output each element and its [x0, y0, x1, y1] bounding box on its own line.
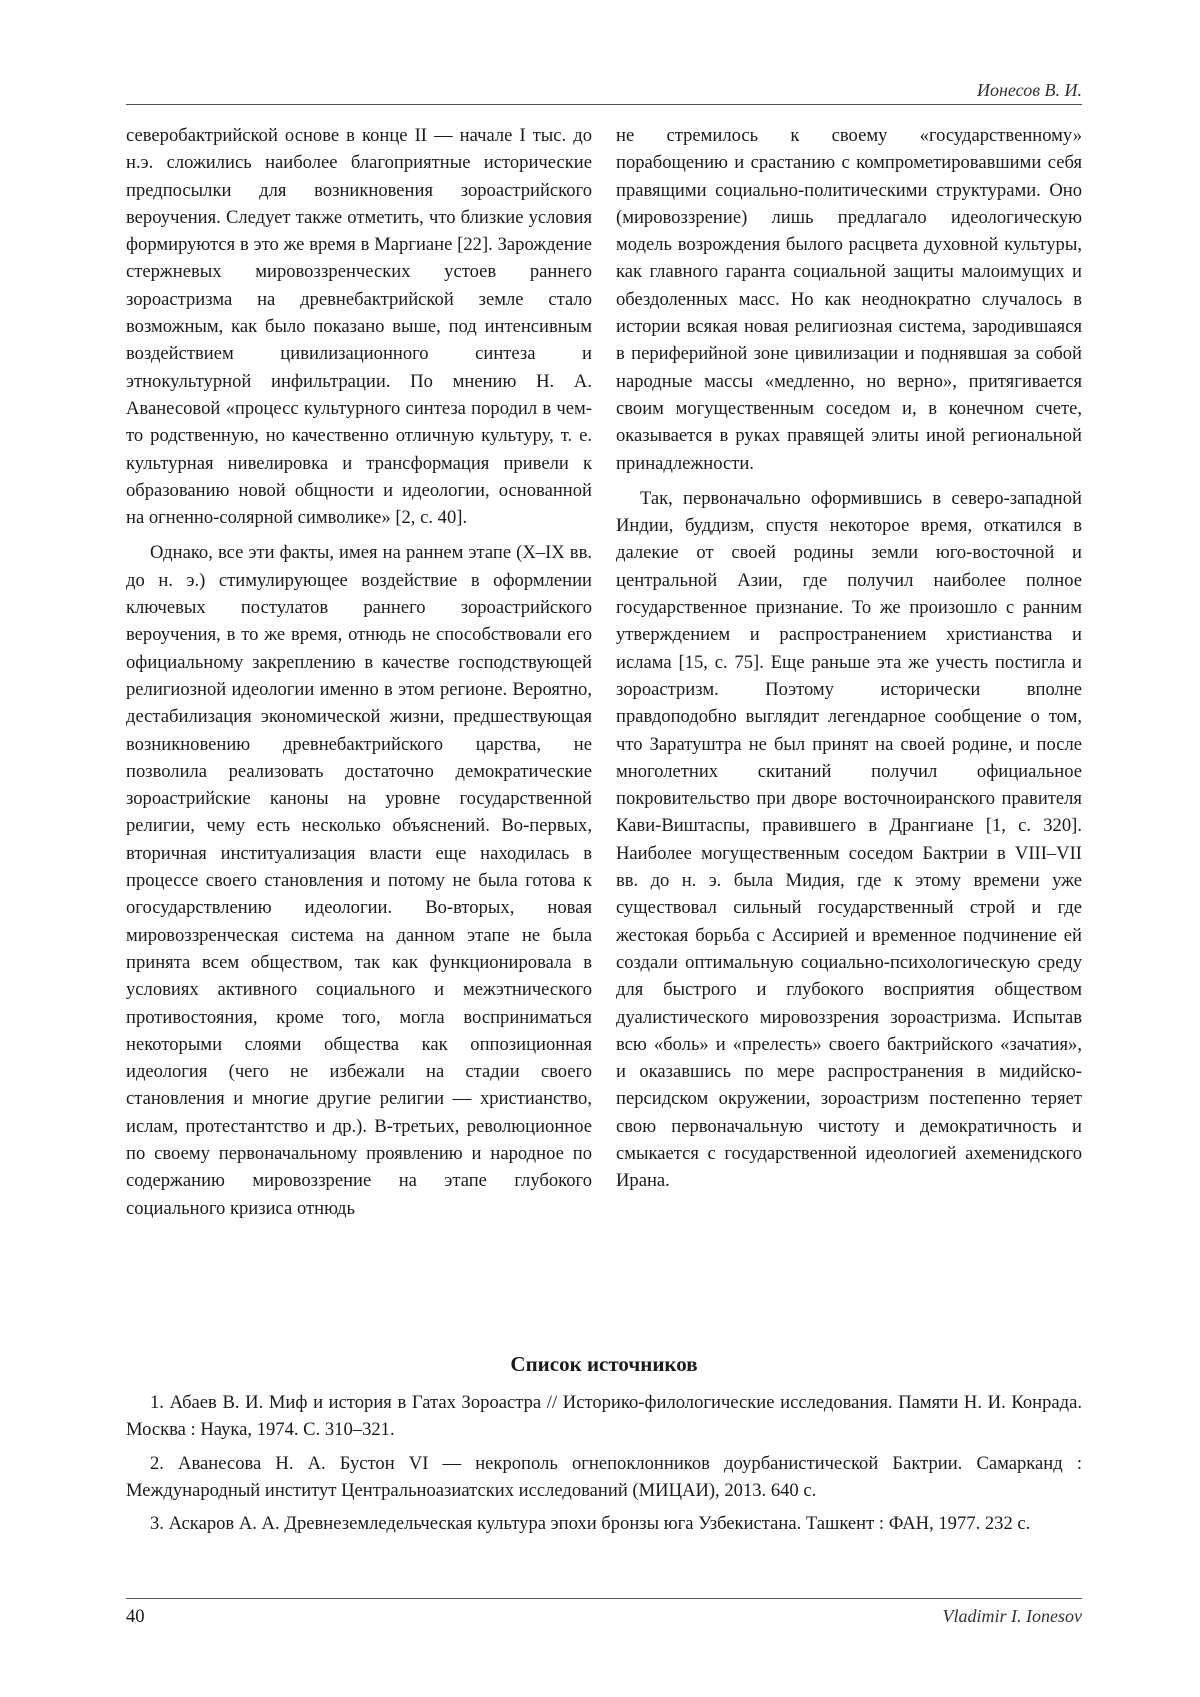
paragraph: Так, первоначально оформившись в северо-западной Индии, буддизм, спустя некоторое время, откатился в далекие от своей родины земли юго-восточной и центральной Азии, где получил наиболее полное государственное признание. То же произошло с ранним утверждением и распространением христианства и ислама [15, с. 75]. Еще раньше эта же учесть постигла и зороастризм. Поэтому исторически вполне правдоподобно выглядит легендарное сообщение о том, что Заратуштра не был принят на своей родине, и после многолетних скитаний получил официальное покровительство при дворе восточноиранского правителя Кави-Виштаспы, правившего в Дрангиане [1, с. 320]. Наиболее могущественным соседом Бактрии в VIII–VII вв. до н. э. была Мидия, где к этому времени уже существовал сильный государственный строй и где жестокая борьба с Ассирией и временное подчинение ей создали оптимальную социально-психологическую среду для быстрого и глубокого восприятия обществом дуалистического мировоззрения зороастризма. Испытав всю «боль» и «прелесть» своего бактрийского «зачатия», и оказавшись по мере распространения в мидийско-персидском окружении, зороастризм постепенно теряет свою первоначальную чистоту и демократичность и смыкается с государственной идеологией ахеменидского Ирана.	[616, 487, 1082, 1192]
reference-item: 1. Абаев В. И. Миф и история в Гатах Зороастра // Историко-филологические исследования. Памяти Н. И. Конрада. Москва : Наука, 1974. С. 310–321.	[126, 1392, 1082, 1441]
right-column	[616, 122, 1082, 1222]
running-head-author: Ионесов В. И.	[976, 80, 1082, 100]
footer-rule	[126, 1598, 1082, 1599]
page-number: 40	[126, 1606, 145, 1627]
references-heading: Список источников	[510, 1352, 698, 1376]
footer-author: Vladimir I. Ionesov	[942, 1606, 1082, 1626]
paragraph: северобактрийской основе в конце II — начале I тыс. до н.э. сложились наиболее благоприятные исторические предпосылки для возникновения зороастрийского вероучения. Следует также отметить, что близкие условия формируются в это же время в Маргиане [22]. Зарождение стержневых мировоззренческих устоев раннего зороастризма на древнебактрийской земле стало возможным, как было показано выше, под интенсивным воздействием цивилизационного синтеза и этнокультурной инфильтрации. По мнению Н. А. Аванесовой «процесс культурного синтеза породил в чем-то родственную, но качественно отличную культуру, т. е. культурная нивелировка и трансформация привели к образованию новой общности и идеологии, основанной на огненно-солярной символике» [2, с. 40].	[126, 125, 592, 529]
reference-item: 2. Аванесова Н. А. Бустон VI — некрополь огнепоклонников доурбанистической Бактрии. Самарканд : Международный институт Центральноазиатских исследований (МИЦАИ), 2013. 640 с.	[126, 1452, 1082, 1501]
references-list	[126, 1389, 1082, 1543]
paragraph: Однако, все эти факты, имея на раннем этапе (X–IX вв. до н. э.) стимулирующее воздействие в оформлении ключевых постулатов раннего зороастрийского вероучения, в то же время, отнюдь не способствовали его официальному закреплению в качестве господствующей религиозной идеологии именно в этом регионе. Вероятно, дестабилизация экономической жизни, предшествующая возникновению древнебактрийского царства, не позволила реализовать достаточно демократические зороастрийские каноны на уровне государственной религии, чему есть несколько объяснений. Во-первых, вторичная институализация власти еще находилась в процессе своего становления и потому не была готова к огосударствлению идеологии. Во-вторых, новая мировоззренческая система на данном этапе не была принята всем обществом, так как функционировала в условиях активного социального и межэтнического противостояния, кроме того, могла восприниматься некоторыми слоями общества как оппозиционная идеология (чего не избежали на стадии своего становления и многие другие религии — христианство, ислам, протестантство и др.). В-третьих, революционное по своему первоначальному проявлению и народное по содержанию мировоззрение на этапе глубокого социального кризиса отнюдь	[126, 542, 592, 1219]
paragraph: не стремилось к своему «государственному» порабощению и срастанию с компрометировавшими себя правящими социально-политическими структурами. Оно (мировоззрение) лишь предлагало идеологическую модель возрождения былого расцвета духовной культуры, как главного гаранта социальной защиты малоимущих и обездоленных масс. Но как неоднократно случалось в истории всякая новая религиозная система, зародившаяся в периферийной зоне цивилизации и поднявшая за собой народные массы «медленно, но верно», притягивается своим могущественным соседом и, в конечном счете, оказывается в руках правящей элиты иной региональной принадлежности.	[616, 125, 1082, 474]
reference-item: 3. Аскаров А. А. Древнеземледельческая культура эпохи бронзы юга Узбекистана. Ташкент : ФАН, 1977. 232 с.	[150, 1513, 1031, 1535]
header-rule	[126, 104, 1082, 105]
left-column	[126, 122, 592, 1222]
body-columns	[126, 122, 1082, 1222]
